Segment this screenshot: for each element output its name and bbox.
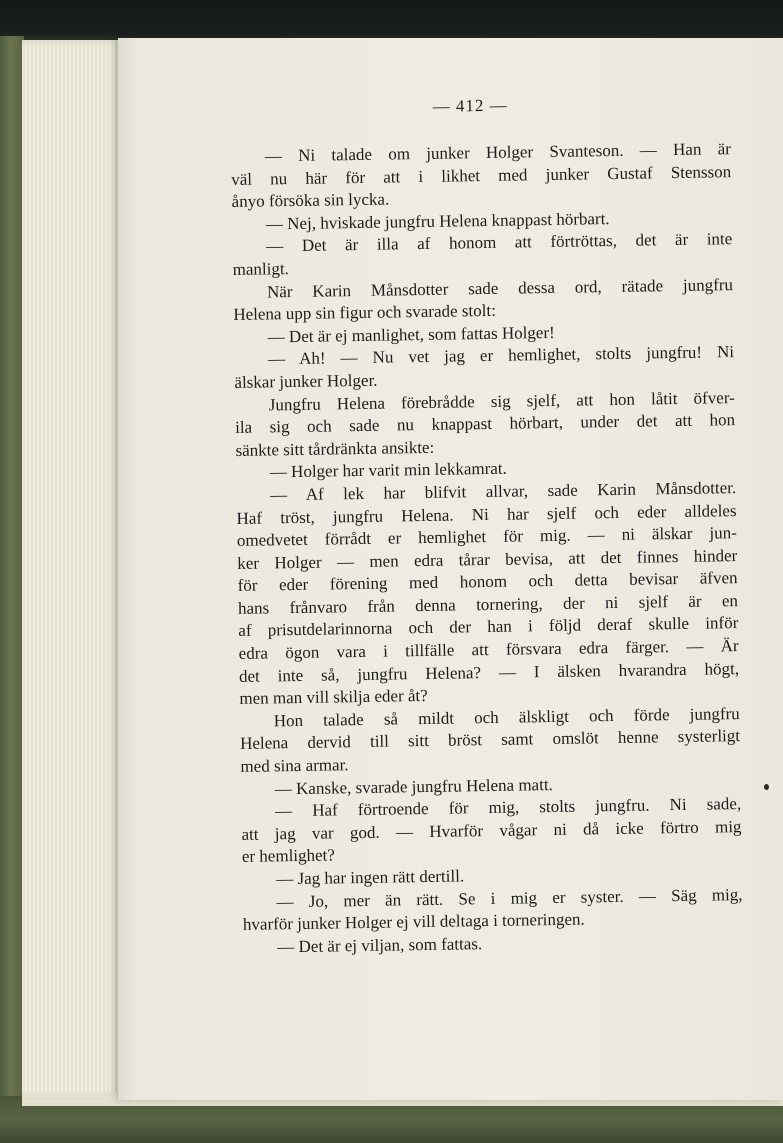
margin-ink-spot [764,784,769,790]
text-line: — Jag har ingen rätt dertill. [276,866,465,889]
text-line: men man vill skilja eder åt? [239,686,428,709]
text-line: ånyo försöka sin lycka. [231,189,390,212]
text-line: er hemlighet? [241,845,336,867]
text-line: — Holger har varit min lekkamrat. [269,459,507,482]
text-line: älskar junker Holger. [234,370,378,392]
text-line: manligt. [232,259,290,279]
page-stack-edge [22,40,122,1108]
book-cover-edge [0,36,24,1116]
text-line: Hon talade så mildt och älskligt och förde jungfru [273,703,740,731]
text-line: — Det är ej viljan, som fattas. [277,933,483,957]
text-line: hvarför junker Holger ej vill deltaga i torneringen. [242,909,585,935]
text-line: ila sig och sade nu knappast hörbart, under det att hon [234,410,736,438]
text-line: — Det är illa af honom att förtröttas, det är inte [266,229,733,256]
text-line: med sina armar. [240,755,349,776]
text-line: att jag var god. — Hvarför vågar ni då icke förtro mig [241,816,742,844]
text-line: omedvetet förrådt er hemlighet för mig. — ni älskar jun- [236,523,738,551]
text-line: — Ah! — Nu vet jag er hemlighet, stolts jungfru! Ni [267,342,735,369]
text-line: — Jo, mer än rätt. Se i mig er syster. — Säg mig, [276,884,743,911]
text-line: När Karin Månsdotter sade dessa ord, rätade jungfru [266,274,734,302]
text-line: — Af lek har blifvit allvar, sade Karin Månsdotter. [270,478,737,505]
page-text-block [230,92,743,959]
text-line: sänkte sitt tårdränkta ansikte: [235,437,435,460]
text-line: — Nej, hviskade jungfru Helena knappast hörbart. [265,208,610,234]
text-line: det inte så, jungfru Helena? — I älsken hvarandra högt, [238,658,740,686]
text-line: — Det är ej manlighet, som fattas Holger! [267,322,555,347]
text-line: — Ni talade om junker Holger Svanteson. — Han är [264,139,731,166]
text-line: Helena dervid till sitt bröst samt omslöt henne systerligt [239,726,741,754]
page-number: — 412 — [432,95,508,116]
text-line: väl nu här för att i likhet med junker Gustaf Stensson [231,161,732,189]
text-lines [231,138,744,959]
text-line: edra ögon vara i tillfälle att försvara edra färger. — Är [238,636,739,663]
text-line: — Haf förtroende för mig, stolts jungfru. Ni sade, [275,794,742,821]
text-line: Helena upp sin figur och svarade stolt: [233,301,496,325]
text-line: ker Holger — men edra tårar bevisa, att det finnes hinder [237,545,738,573]
text-line: — Kanske, svarade jungfru Helena matt. [274,774,553,799]
text-line: Haf tröst, jungfru Helena. Ni har sjelf och eder alldeles [236,500,737,528]
text-line: Jungfru Helena förebrådde sig sjelf, att hon låtit öfver- [268,387,735,414]
text-line: hans frånvaro från denna tornering, der ni sjelf är en [237,590,739,618]
text-line: för eder förening med honom och detta bevisar äfven [237,568,738,596]
text-line: af prisutdelarinnorna och der han i följd deraf skulle inför [238,613,739,641]
